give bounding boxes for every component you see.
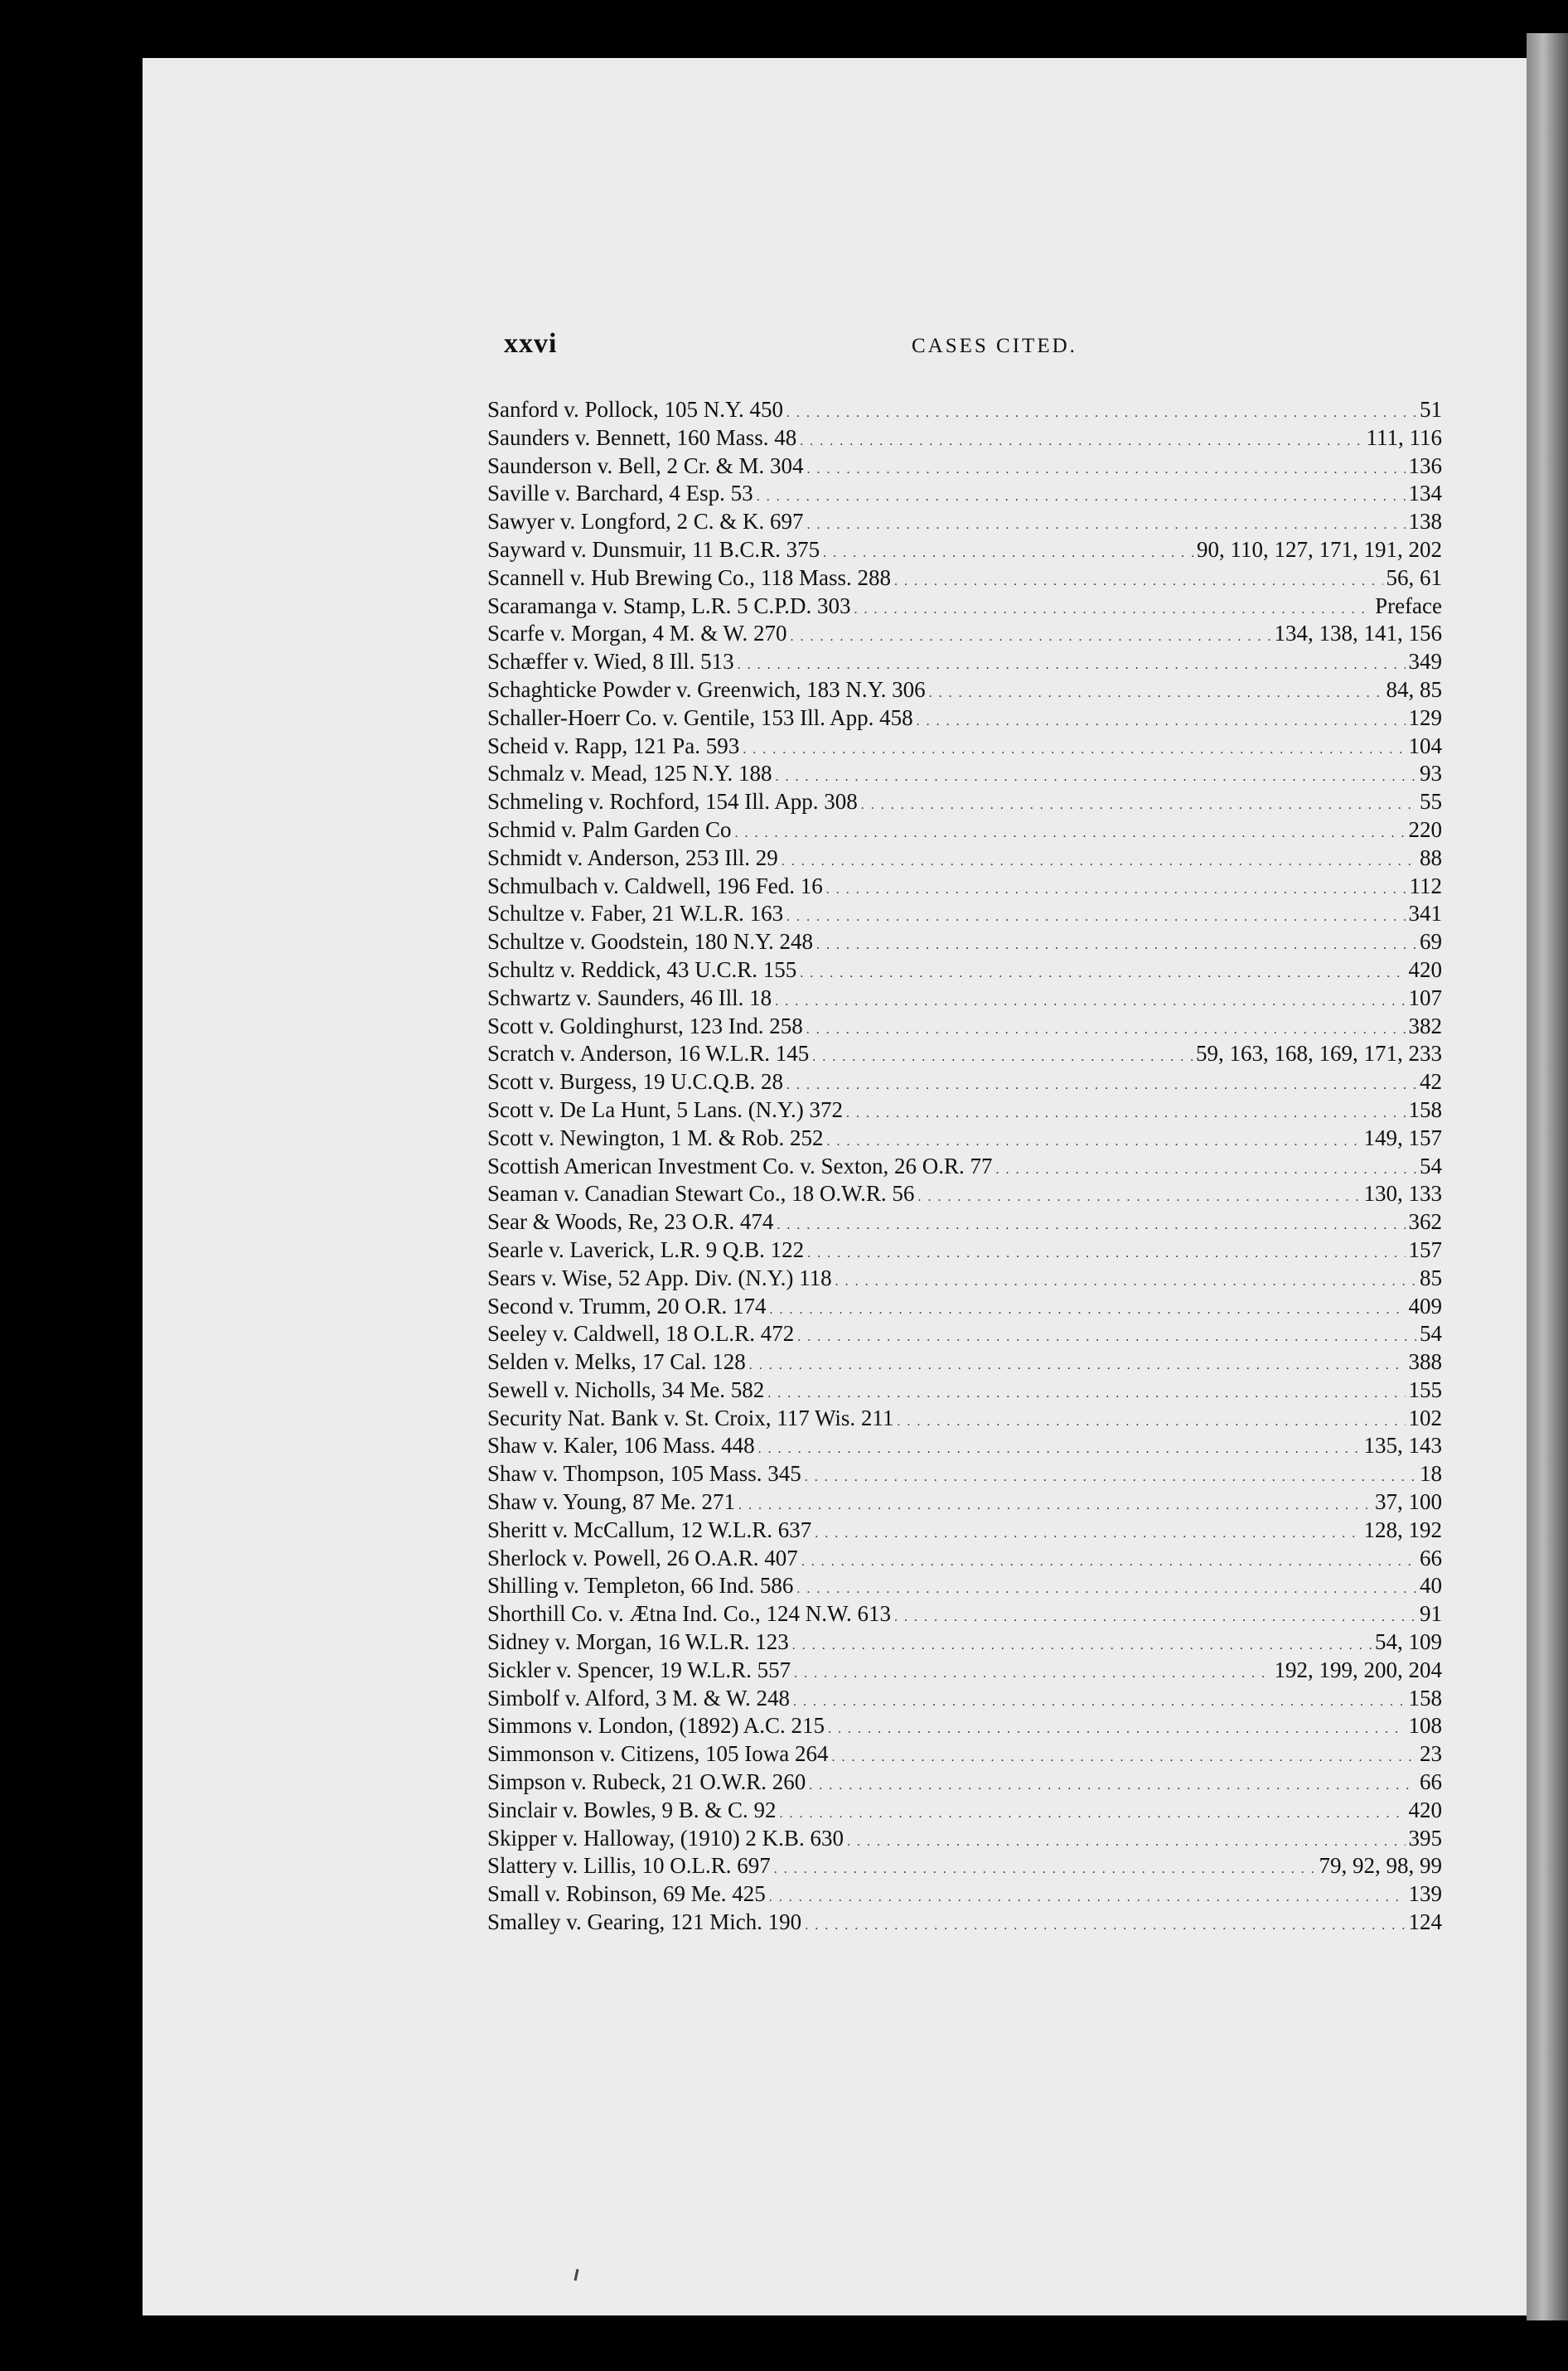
dot-leader <box>749 1348 1406 1380</box>
case-entry <box>487 508 1442 536</box>
case-citation: Scott v. Newington, 1 M. & Rob. 252 <box>487 1125 824 1150</box>
case-entry <box>487 844 1442 873</box>
case-citation: Shaw v. Thompson, 105 Mass. 345 <box>487 1461 801 1487</box>
page-references: 124 <box>1408 1909 1442 1935</box>
page-references: 18 <box>1420 1461 1442 1487</box>
case-entry <box>487 396 1442 424</box>
dot-leader <box>801 1545 1416 1576</box>
case-entry <box>487 1208 1442 1236</box>
dot-leader <box>786 900 1405 931</box>
dot-leader <box>835 1265 1416 1296</box>
dot-leader <box>806 508 1405 540</box>
case-citation: Schultze v. Goodstein, 180 N.Y. 248 <box>487 929 813 955</box>
case-citation: Simmonson v. Citizens, 105 Iowa 264 <box>487 1741 829 1767</box>
dot-leader <box>805 1460 1416 1492</box>
dot-leader <box>757 480 1406 511</box>
case-citation: Sanford v. Pollock, 105 N.Y. 450 <box>487 397 783 422</box>
case-entry <box>487 480 1442 508</box>
case-entry <box>487 1460 1442 1488</box>
case-entry <box>487 1096 1442 1125</box>
case-entry <box>487 1488 1442 1517</box>
page-references: 79, 92, 98, 99 <box>1319 1853 1442 1879</box>
case-entry <box>487 1320 1442 1348</box>
page-references: 66 <box>1420 1545 1442 1570</box>
dot-leader <box>805 1909 1405 1940</box>
dot-leader <box>738 648 1406 680</box>
dot-leader <box>807 1236 1405 1268</box>
case-citation: Sickler v. Spencer, 19 W.L.R. 557 <box>487 1657 791 1682</box>
case-citation: Sidney v. Morgan, 16 W.L.R. 123 <box>487 1629 789 1655</box>
page-references: 155 <box>1408 1377 1442 1402</box>
case-citation: Sheritt v. McCallum, 12 W.L.R. 637 <box>487 1517 812 1542</box>
case-entry <box>487 816 1442 844</box>
page-references: 54 <box>1420 1153 1442 1178</box>
case-entry <box>487 900 1442 928</box>
case-entry <box>487 1125 1442 1153</box>
dot-leader <box>809 1769 1416 1800</box>
page-references: 93 <box>1420 761 1442 786</box>
page-references: 88 <box>1420 844 1442 870</box>
page-references: 91 <box>1420 1601 1442 1627</box>
dot-leader <box>800 424 1362 456</box>
case-citation: Sears v. Wise, 52 App. Div. (N.Y.) 118 <box>487 1265 832 1290</box>
dot-leader <box>774 1852 1316 1884</box>
case-citation: Smalley v. Gearing, 121 Mich. 190 <box>487 1909 802 1935</box>
dot-leader <box>847 1825 1406 1856</box>
case-entry <box>487 788 1442 816</box>
case-entry <box>487 1600 1442 1628</box>
page-references: 220 <box>1408 816 1442 842</box>
dot-leader <box>894 564 1383 596</box>
case-entry <box>487 1797 1442 1825</box>
page-references: 420 <box>1408 1797 1442 1822</box>
page-references: 129 <box>1408 704 1442 730</box>
case-entry <box>487 1293 1442 1321</box>
case-citation: Searle v. Laverick, L.R. 9 Q.B. 122 <box>487 1236 805 1262</box>
page-references: 90, 110, 127, 171, 191, 202 <box>1197 536 1442 562</box>
page-references: 55 <box>1420 789 1442 815</box>
page-header <box>504 328 1150 361</box>
case-citation: Scott v. Goldinghurst, 123 Ind. 258 <box>487 1013 803 1038</box>
page-references: 395 <box>1408 1825 1442 1851</box>
case-entry <box>487 620 1442 648</box>
dot-leader <box>827 1125 1361 1156</box>
dot-leader <box>775 760 1416 791</box>
page-references: 149, 157 <box>1363 1125 1442 1150</box>
case-citation: Shaw v. Young, 87 Me. 271 <box>487 1489 736 1515</box>
dot-leader <box>775 985 1405 1016</box>
page-references: 23 <box>1420 1741 1442 1767</box>
page-references: 85 <box>1420 1265 1442 1290</box>
page-references: 107 <box>1408 985 1442 1010</box>
page-references: 192, 199, 200, 204 <box>1274 1657 1442 1682</box>
page-references: 136 <box>1408 452 1442 478</box>
case-citation: Scott v. Burgess, 19 U.C.Q.B. 28 <box>487 1069 784 1095</box>
case-entry <box>487 1880 1442 1909</box>
case-entry <box>487 1265 1442 1293</box>
case-entry <box>487 452 1442 481</box>
case-entry <box>487 1432 1442 1460</box>
dot-leader <box>794 1657 1270 1688</box>
page-references: 362 <box>1408 1209 1442 1235</box>
case-citation: Schmid v. Palm Garden Co <box>487 816 732 842</box>
case-entry <box>487 1769 1442 1797</box>
case-entry <box>487 1825 1442 1853</box>
case-entry <box>487 424 1442 452</box>
case-entry <box>487 1405 1442 1433</box>
dot-leader <box>894 1600 1416 1632</box>
case-citation: Scarfe v. Morgan, 4 M. & W. 270 <box>487 621 787 646</box>
dot-leader <box>734 816 1405 848</box>
case-citation: Saville v. Barchard, 4 Esp. 53 <box>487 481 753 506</box>
page-references: 409 <box>1408 1293 1442 1319</box>
dot-leader <box>828 1712 1405 1744</box>
case-citation: Sherlock v. Powell, 26 O.A.R. 407 <box>487 1545 798 1570</box>
case-entry <box>487 1040 1442 1068</box>
page-references: 134 <box>1408 481 1442 506</box>
page-references: 158 <box>1408 1685 1442 1711</box>
case-entry <box>487 1657 1442 1685</box>
case-entry <box>487 536 1442 564</box>
case-entry <box>487 873 1442 901</box>
page-references: 56, 61 <box>1386 564 1442 590</box>
dot-leader <box>769 1880 1406 1912</box>
dot-leader <box>797 1320 1416 1352</box>
dot-leader <box>917 1180 1360 1212</box>
page-references: 69 <box>1420 929 1442 955</box>
dot-leader <box>793 1685 1405 1716</box>
page-references: 130, 133 <box>1363 1181 1442 1207</box>
page-references: 135, 143 <box>1363 1433 1442 1459</box>
page-references: 157 <box>1408 1236 1442 1262</box>
dot-leader <box>917 704 1406 736</box>
case-entry <box>487 760 1442 788</box>
case-citation: Scaramanga v. Stamp, L.R. 5 C.P.D. 303 <box>487 593 851 618</box>
dot-leader <box>792 1628 1372 1660</box>
case-citation: Saunderson v. Bell, 2 Cr. & M. 304 <box>487 452 804 478</box>
case-citation: Schmeling v. Rochford, 154 Ill. App. 308 <box>487 789 858 815</box>
dot-leader <box>995 1153 1416 1184</box>
page-references: 37, 100 <box>1375 1489 1442 1515</box>
case-citation: Scottish American Investment Co. v. Sexton, 26 O.R. 77 <box>487 1153 993 1178</box>
case-citation: Second v. Trumm, 20 O.R. 174 <box>487 1293 767 1319</box>
page-edge-shadow <box>1527 33 1568 2320</box>
dot-leader <box>738 1488 1372 1520</box>
case-entry <box>487 1740 1442 1769</box>
dot-leader <box>897 1405 1405 1436</box>
dot-leader <box>861 788 1416 820</box>
cases-cited-list <box>487 396 1442 1937</box>
dot-leader <box>854 593 1372 624</box>
page-references: 54, 109 <box>1375 1629 1442 1655</box>
case-citation: Slattery v. Lillis, 10 O.L.R. 697 <box>487 1853 771 1879</box>
dot-leader <box>767 1377 1405 1408</box>
case-entry <box>487 985 1442 1013</box>
dot-leader <box>929 676 1383 708</box>
case-entry <box>487 1180 1442 1208</box>
case-citation: Seaman v. Canadian Stewart Co., 18 O.W.R. 56 <box>487 1181 915 1207</box>
dot-leader <box>758 1432 1361 1464</box>
page-references: Preface <box>1375 593 1442 618</box>
case-citation: Sinclair v. Bowles, 9 B. & C. 92 <box>487 1797 777 1822</box>
dot-leader <box>815 1517 1360 1548</box>
case-citation: Selden v. Melks, 17 Cal. 128 <box>487 1349 746 1375</box>
dot-leader <box>826 873 1406 904</box>
case-citation: Schaller-Hoerr Co. v. Gentile, 153 Ill. App. 458 <box>487 704 913 730</box>
page-references: 84, 85 <box>1386 676 1442 702</box>
page-references: 42 <box>1420 1069 1442 1095</box>
case-entry <box>487 1909 1442 1937</box>
case-entry <box>487 1572 1442 1600</box>
dot-leader <box>743 733 1405 764</box>
dot-leader <box>812 1040 1193 1072</box>
page-references: 388 <box>1408 1349 1442 1375</box>
case-citation: Simbolf v. Alford, 3 M. & W. 248 <box>487 1685 791 1711</box>
dot-leader <box>796 1572 1416 1604</box>
page-references: 420 <box>1408 956 1442 982</box>
case-entry <box>487 1236 1442 1265</box>
case-citation: Shorthill Co. v. Ætna Ind. Co., 124 N.W. 613 <box>487 1601 892 1627</box>
case-citation: Schmalz v. Mead, 125 N.Y. 188 <box>487 761 772 786</box>
dot-leader <box>800 956 1405 988</box>
case-entry <box>487 1377 1442 1405</box>
dot-leader <box>806 1013 1406 1044</box>
case-entry <box>487 928 1442 956</box>
case-entry <box>487 593 1442 621</box>
dot-leader <box>780 1797 1406 1828</box>
running-head: CASES CITED. <box>912 335 1077 357</box>
dot-leader <box>777 1208 1405 1240</box>
case-citation: Small v. Robinson, 69 Me. 425 <box>487 1881 766 1907</box>
case-entry <box>487 1685 1442 1713</box>
case-citation: Sear & Woods, Re, 23 O.R. 474 <box>487 1209 774 1235</box>
page-references: 51 <box>1420 397 1442 422</box>
case-citation: Simmons v. London, (1892) A.C. 215 <box>487 1713 825 1739</box>
page-references: 128, 192 <box>1363 1517 1442 1542</box>
case-citation: Sewell v. Nicholls, 34 Me. 582 <box>487 1377 765 1402</box>
page-references: 382 <box>1408 1013 1442 1038</box>
dot-leader <box>770 1293 1406 1324</box>
case-citation: Saunders v. Bennett, 160 Mass. 48 <box>487 424 797 450</box>
case-citation: Skipper v. Halloway, (1910) 2 K.B. 630 <box>487 1825 844 1851</box>
page-references: 349 <box>1408 649 1442 675</box>
case-entry <box>487 1545 1442 1573</box>
case-citation: Security Nat. Bank v. St. Croix, 117 Wis. 211 <box>487 1405 894 1430</box>
case-citation: Simpson v. Rubeck, 21 O.W.R. 260 <box>487 1769 806 1795</box>
case-citation: Sayward v. Dunsmuir, 11 B.C.R. 375 <box>487 536 820 562</box>
case-citation: Schultz v. Reddick, 43 U.C.R. 155 <box>487 956 797 982</box>
page-references: 138 <box>1408 509 1442 535</box>
case-entry <box>487 1852 1442 1880</box>
page-references: 341 <box>1408 901 1442 927</box>
case-citation: Schmulbach v. Caldwell, 196 Fed. 16 <box>487 873 823 898</box>
dot-leader <box>782 844 1416 876</box>
case-entry <box>487 1153 1442 1181</box>
dot-leader <box>807 452 1406 484</box>
page-references: 108 <box>1408 1713 1442 1739</box>
case-entry <box>487 648 1442 676</box>
case-citation: Shilling v. Templeton, 66 Ind. 586 <box>487 1573 794 1599</box>
case-entry <box>487 704 1442 733</box>
page-number: xxvi <box>504 328 558 359</box>
page-references: 104 <box>1408 733 1442 758</box>
case-citation: Shaw v. Kaler, 106 Mass. 448 <box>487 1433 755 1459</box>
case-citation: Schultze v. Faber, 21 W.L.R. 163 <box>487 901 784 927</box>
dot-leader <box>786 1068 1416 1100</box>
case-citation: Schæffer v. Wied, 8 Ill. 513 <box>487 649 734 675</box>
page-references: 40 <box>1420 1573 1442 1599</box>
case-entry <box>487 1348 1442 1377</box>
dot-leader <box>816 928 1416 960</box>
case-citation: Schmidt v. Anderson, 253 Ill. 29 <box>487 844 778 870</box>
case-citation: Scheid v. Rapp, 121 Pa. 593 <box>487 733 740 758</box>
dot-leader <box>832 1740 1417 1772</box>
page-references: 158 <box>1408 1096 1442 1122</box>
dot-leader <box>786 396 1416 428</box>
dot-leader <box>846 1096 1406 1128</box>
dot-leader <box>823 536 1193 568</box>
page-references: 111, 116 <box>1366 424 1442 450</box>
case-citation: Schaghticke Powder v. Greenwich, 183 N.Y. 306 <box>487 676 926 702</box>
page-references: 54 <box>1420 1321 1442 1347</box>
case-entry <box>487 564 1442 593</box>
case-citation: Sawyer v. Longford, 2 C. & K. 697 <box>487 509 804 535</box>
case-entry <box>487 1517 1442 1545</box>
case-entry <box>487 1013 1442 1041</box>
case-citation: Scannell v. Hub Brewing Co., 118 Mass. 288 <box>487 564 891 590</box>
case-entry <box>487 676 1442 704</box>
case-citation: Schwartz v. Saunders, 46 Ill. 18 <box>487 985 772 1010</box>
case-citation: Seeley v. Caldwell, 18 O.L.R. 472 <box>487 1321 795 1347</box>
case-citation: Scratch v. Anderson, 16 W.L.R. 145 <box>487 1041 810 1067</box>
page-references: 59, 163, 168, 169, 171, 233 <box>1196 1041 1442 1067</box>
page-references: 66 <box>1420 1769 1442 1795</box>
case-entry <box>487 956 1442 985</box>
case-entry <box>487 733 1442 761</box>
case-entry <box>487 1712 1442 1740</box>
case-citation: Scott v. De La Hunt, 5 Lans. (N.Y.) 372 <box>487 1096 843 1122</box>
page-references: 112 <box>1409 873 1442 898</box>
case-entry <box>487 1628 1442 1657</box>
page-references: 102 <box>1408 1405 1442 1430</box>
page-references: 139 <box>1408 1881 1442 1907</box>
dot-leader <box>790 620 1270 651</box>
page-references: 134, 138, 141, 156 <box>1274 621 1442 646</box>
case-entry <box>487 1068 1442 1096</box>
